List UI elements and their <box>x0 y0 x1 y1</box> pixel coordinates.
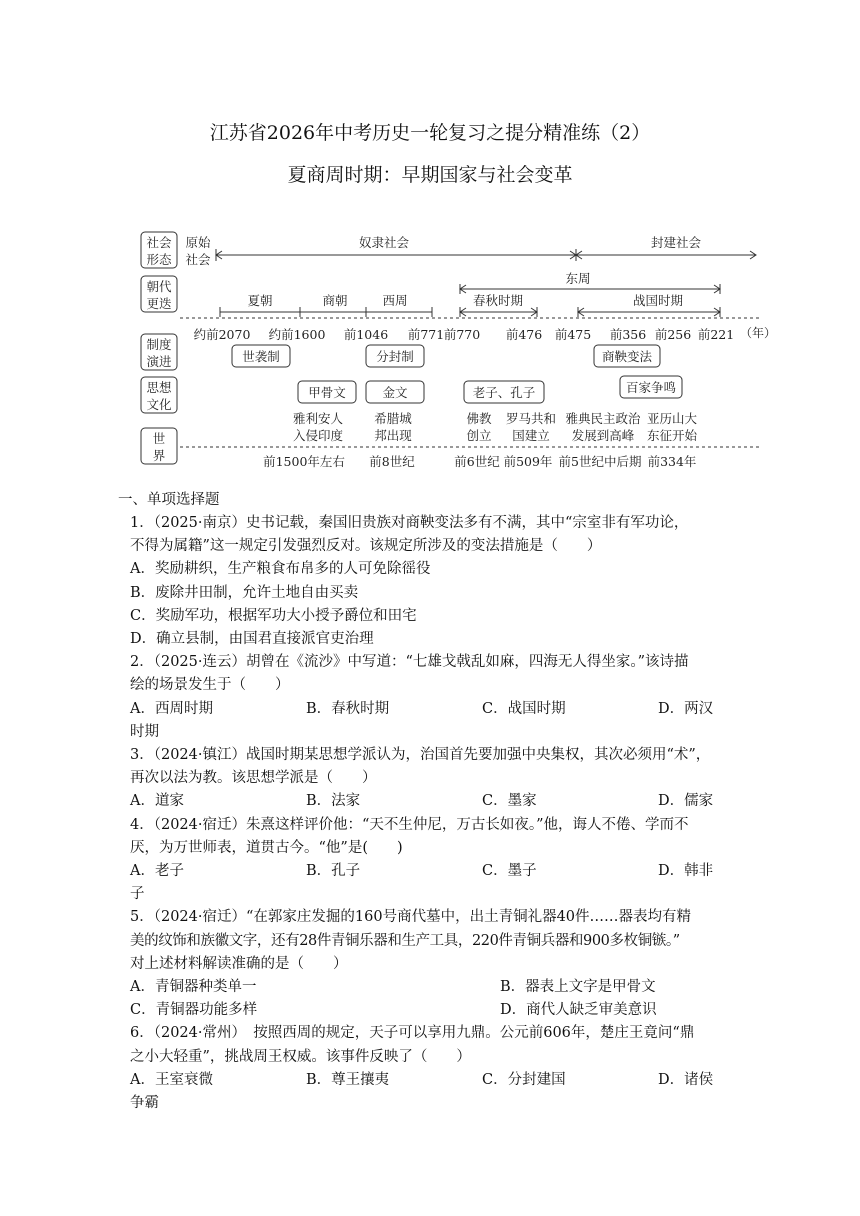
tick-771: 前771 <box>407 327 445 342</box>
option-b[interactable]: B．尊王攘夷 <box>306 1071 390 1088</box>
question-6 <box>130 1022 740 1115</box>
option-b[interactable]: B．孔子 <box>306 863 361 880</box>
question-stem-line: 4．（2024·宿迁）朱熹这样评价他：“天不生仲尼，万古长如夜。”他，诲人不倦、学而不 <box>130 816 689 833</box>
tick-2070: 约前2070 <box>193 327 251 342</box>
tick-1600: 约前1600 <box>268 327 326 342</box>
row-label-society-1: 社会 <box>146 235 172 250</box>
system-fenfeng: 分封制 <box>376 349 414 364</box>
option-a[interactable]: A．王室衰微 <box>130 1071 213 1088</box>
world-event-5-a: 雅典民主政治 <box>565 411 641 426</box>
tick-1046: 前1046 <box>343 327 389 342</box>
world-event-3-a: 佛教 <box>466 411 492 426</box>
row-label-dynasty-2: 更迭 <box>146 296 172 311</box>
question-stem-line: 对上述材料解读准确的是（ ） <box>130 955 348 972</box>
slave-society: 奴隶社会 <box>358 235 410 250</box>
option-c[interactable]: C．奖励军功，根据军功大小授予爵位和田宅 <box>130 607 417 624</box>
option-c[interactable]: C．青铜器功能多样 <box>130 1002 258 1019</box>
system-shixi: 世袭制 <box>242 349 280 364</box>
option-b[interactable]: B．法家 <box>306 793 361 810</box>
question-stem-line: 不得为属籍”这一规定引发强烈反对。该规定所涉及的变法措施是（ ） <box>130 538 602 555</box>
culture-jinwen: 金文 <box>382 385 408 400</box>
page-subtitle: 夏商周时期：早期国家与社会变革 <box>287 164 573 186</box>
question-stem-line: 再次以法为教。该思想学派是（ ） <box>130 770 377 787</box>
option-d-wrap: 争霸 <box>130 1095 159 1112</box>
question-1 <box>130 512 740 651</box>
feudal-society: 封建社会 <box>650 235 702 250</box>
question-stem-line: 美的纹饰和族徽文字，还有28件青铜乐器和生产工具，220件青铜兵器和900多枚铜镞。” <box>130 932 680 949</box>
world-event-3-b: 创立 <box>466 428 492 443</box>
world-date-5: 前5世纪中后期 <box>558 454 642 469</box>
tick-356: 前356 <box>609 327 647 342</box>
question-4 <box>130 814 740 907</box>
option-a[interactable]: A．西周时期 <box>130 700 213 717</box>
section-title: 一、单项选择题 <box>118 492 220 508</box>
tick-475: 前475 <box>554 327 592 342</box>
question-3 <box>130 744 740 814</box>
question-stem-line: 2．（2025·连云）胡曾在《流沙》中写道：“七雄戈戟乱如麻，四海无人得坐家。”该诗描 <box>130 654 689 671</box>
world-date-4: 前509年 <box>503 454 553 469</box>
world-date-6: 前334年 <box>647 454 697 469</box>
option-d[interactable]: D．商代人缺乏审美意识 <box>500 1002 657 1019</box>
row-label-world-1: 世 <box>152 431 166 446</box>
option-c[interactable]: C．墨子 <box>482 863 537 880</box>
option-b[interactable]: B．春秋时期 <box>306 700 390 717</box>
world-event-6-b: 东征开始 <box>646 428 698 443</box>
option-c[interactable]: C．墨家 <box>482 793 537 810</box>
page-title: 江苏省2026年中考历史一轮复习之提分精准练（2） <box>209 122 651 144</box>
option-c[interactable]: C．战国时期 <box>482 700 566 717</box>
world-event-6-a: 亚历山大 <box>646 411 698 426</box>
option-d-wrap: 时期 <box>130 723 159 740</box>
question-list <box>130 512 740 1115</box>
option-d[interactable]: D．韩非 <box>658 863 714 880</box>
world-event-2-a: 希腊城 <box>374 411 412 426</box>
world-date-2: 前8世纪 <box>369 454 415 469</box>
dynasty-shang: 商朝 <box>322 293 348 308</box>
dynasty-xizhou: 西周 <box>382 293 408 308</box>
row-label-thought-1: 思想 <box>146 380 172 395</box>
world-event-1-a: 雅利安人 <box>292 411 344 426</box>
culture-baijia: 百家争鸣 <box>625 380 677 395</box>
primitive-society-1: 原始 <box>185 235 211 250</box>
tick-476: 前476 <box>505 327 543 342</box>
question-stem-line: 5．（2024·宿迁）“在郭家庄发掘的160号商代墓中，出土青铜礼器40件……器表均有精 <box>130 909 692 926</box>
world-event-4-b: 国建立 <box>512 428 550 443</box>
system-shangyang: 商鞅变法 <box>601 349 653 364</box>
option-d[interactable]: D．确立县制，由国君直接派官吏治理 <box>130 631 374 648</box>
dynasty-zhanguo: 战国时期 <box>632 293 684 308</box>
question-stem-line: 1．（2025·南京）史书记载，秦国旧贵族对商鞅变法多有不满，其中“宗室非有军功论， <box>130 515 689 531</box>
question-2 <box>130 651 740 744</box>
option-a[interactable]: A．奖励耕织，生产粮食布帛多的人可免除徭役 <box>130 561 431 578</box>
tick-770: 前770 <box>443 327 481 342</box>
world-event-4-a: 罗马共和 <box>505 411 557 426</box>
option-a[interactable]: A．青铜器种类单一 <box>130 979 257 996</box>
culture-laozi-kongzi: 老子、孔子 <box>472 385 536 400</box>
option-a[interactable]: A．道家 <box>130 793 184 810</box>
question-stem-line: 3．（2024·镇江）战国时期某思想学派认为，治国首先要加强中央集权，其次必须用“术”， <box>130 747 711 764</box>
option-d[interactable]: D．两汉 <box>658 700 714 717</box>
row-label-system-1: 制度 <box>146 337 172 352</box>
primitive-society-2: 社会 <box>185 252 211 267</box>
row-label-thought-2: 文化 <box>146 397 172 412</box>
world-event-2-b: 邦出现 <box>374 428 412 443</box>
option-b[interactable]: B．废除井田制，允许土地自由买卖 <box>130 584 359 601</box>
question-stem-line: 厌，为万世师表，道贯古今。“他”是( ) <box>130 839 403 856</box>
row-label-society-2: 形态 <box>146 252 172 267</box>
question-5 <box>130 906 740 1022</box>
dynasty-chunqiu: 春秋时期 <box>472 293 524 308</box>
world-date-3: 前6世纪 <box>454 454 500 469</box>
world-event-1-b: 入侵印度 <box>292 428 344 443</box>
dynasty-dongzhou: 东周 <box>565 271 591 286</box>
culture-jiaguwen: 甲骨文 <box>308 385 346 400</box>
option-c[interactable]: C．分封建国 <box>482 1071 566 1088</box>
option-a[interactable]: A．老子 <box>130 863 184 880</box>
timeline-chart <box>0 0 860 480</box>
tick-221: 前221 <box>697 327 735 342</box>
option-d-wrap: 子 <box>130 886 145 903</box>
option-d[interactable]: D．儒家 <box>658 793 714 810</box>
question-stem-line: 6．（2024·常州） 按照西周的规定，天子可以享用九鼎。公元前606年，楚庄王竟问“鼎 <box>130 1025 695 1042</box>
world-date-1: 前1500年左右 <box>263 454 345 469</box>
question-stem-line: 绘的场景发生于（ ） <box>130 677 290 694</box>
dynasty-xia: 夏朝 <box>247 293 273 308</box>
year-unit: （年） <box>739 326 777 340</box>
world-event-5-b: 发展到高峰 <box>571 428 635 443</box>
row-label-system-2: 演进 <box>146 354 172 369</box>
question-stem-line: 之小大轻重”，挑战周王权威。该事件反映了（ ） <box>130 1048 471 1065</box>
row-label-world-2: 界 <box>152 448 166 463</box>
option-d[interactable]: D．诸侯 <box>658 1071 714 1088</box>
tick-256: 前256 <box>654 327 692 342</box>
row-label-dynasty-1: 朝代 <box>146 279 172 294</box>
option-b[interactable]: B．器表上文字是甲骨文 <box>500 979 656 996</box>
